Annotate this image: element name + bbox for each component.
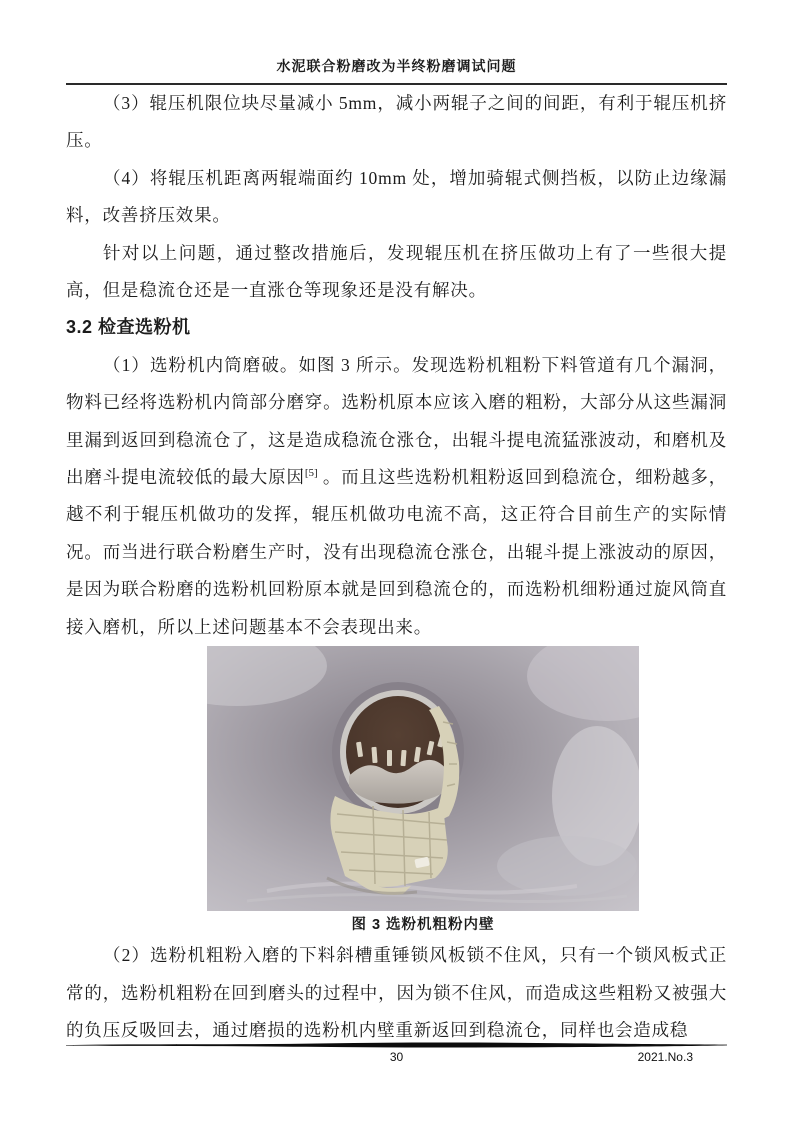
issue-label: 2021.No.3 [637,1050,693,1064]
paragraph-item-1-text: （1）选粉机内筒磨破。如图 3 所示。发现选粉机粗粉下料管道有几个漏洞，物料已经将选粉机内筒部分磨穿。选粉机原本应该入磨的粗粉，大部分从这些漏洞里漏到返回到稳流仓了，这是造成稳流仓涨仓，出辊斗提电流猛涨波动，和磨机及出磨斗提电流较低的最大原因 [66,354,727,488]
page-body [66,85,727,1049]
footer-rule [66,1042,727,1049]
figure-caption: 图 3 选粉机粗粉内壁 [351,917,495,934]
paragraph-item-2: （2）选粉机粗粉入磨的下料斜槽重锤锁风板锁不住风，只有一个锁风板式正常的，选粉机粗粉在回到磨头的过程中，因为锁不住风，而造成这些粗粉又被强大的负压反吸回去，通过磨损的选粉机内壁重新返回到稳流仓，同样也会造成稳 [66,945,727,1040]
figure-3 [207,646,639,937]
footer-row [66,1049,727,1067]
section-heading-3-2: 3.2 检查选粉机 [66,317,191,338]
coarse-powder-inner-wall-photo [207,646,639,911]
paragraph-item-1 [66,347,727,646]
paragraph-item-4: （4）将辊压机距离两辊端面约 10mm 处，增加骑辊式侧挡板，以防止边缘漏料，改善挤压效果。 [66,167,727,226]
page-number: 30 [389,1050,404,1064]
paragraph-item-1-continuation: 。而且这些选粉机粗粉返回到稳流仓，细粉越多，越不利于辊压机做功的发挥，辊压机做功电流不高，这正符合目前生产的实际情况。而当进行联合粉磨生产时，没有出现稳流仓涨仓，出辊斗提上涨波动的原因，是因为联合粉磨的选粉机回粉原本就是回到稳流仓的，而选粉机细粉通过旋风筒直接入磨机，所以上述问题基本不会表现出来。 [66,467,727,637]
paragraph-summary: 针对以上问题，通过整改措施后，发现辊压机在挤压做功上有了一些很大提高，但是稳流仓还是一直涨仓等现象还是没有解决。 [66,242,727,301]
page-footer [66,1042,727,1067]
citation-ref-5: [5] [304,467,318,480]
paragraph-item-3: （3）辊压机限位块尽量减小 5mm，减小两辊子之间的间距，有利于辊压机挤压。 [66,93,727,151]
running-head-title: 水泥联合粉磨改为半终粉磨调试问题 [276,60,517,75]
